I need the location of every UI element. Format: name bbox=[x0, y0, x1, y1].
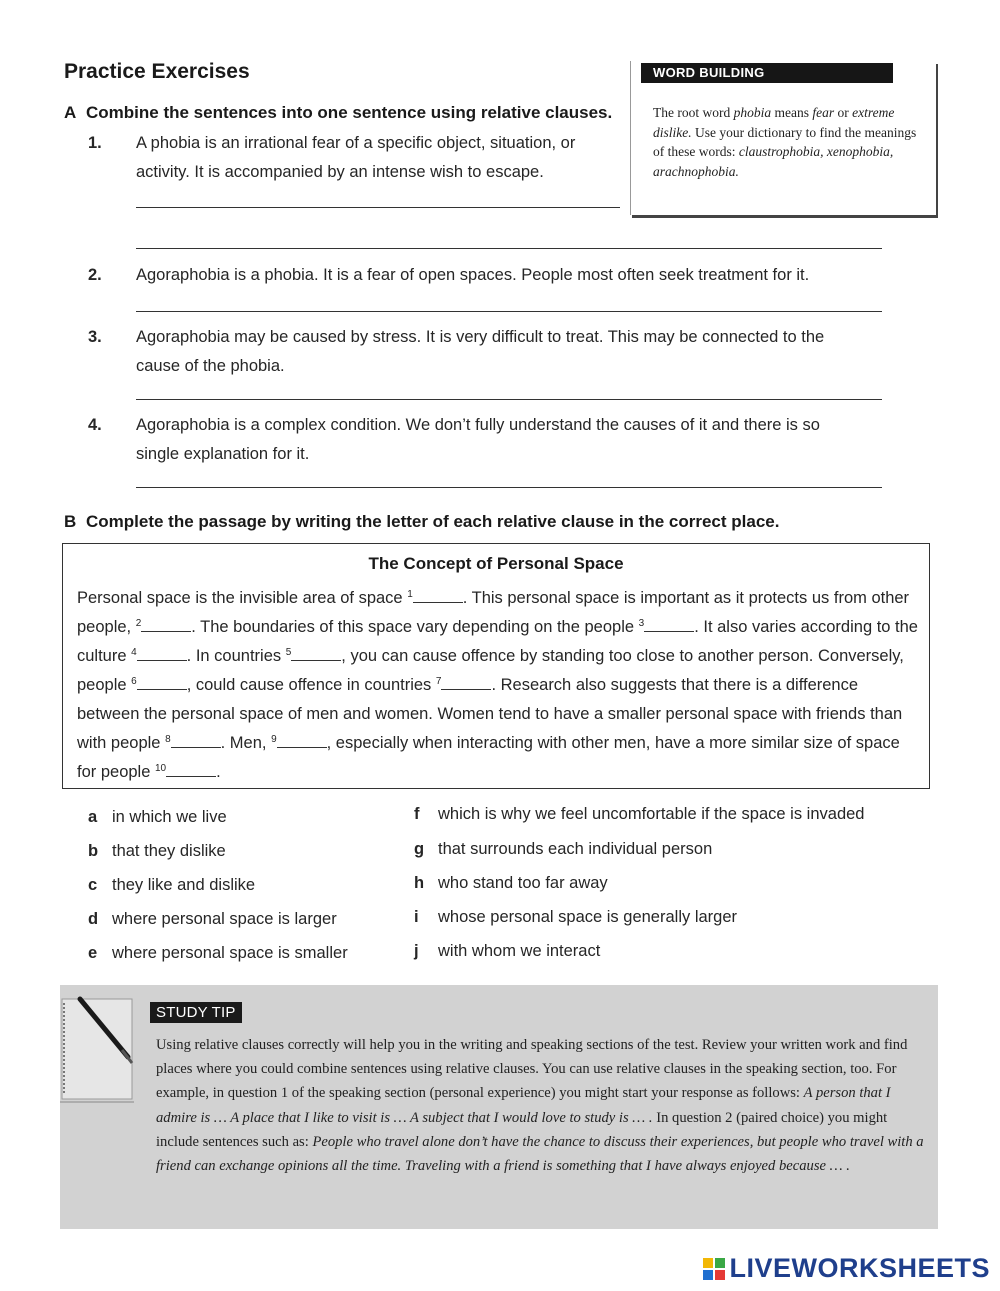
passage-segment: . bbox=[216, 763, 221, 781]
wb-text-part: or bbox=[834, 105, 849, 120]
wb-text-part: The root word bbox=[653, 105, 734, 120]
passage-title: The Concept of Personal Space bbox=[368, 554, 624, 573]
word-building-heading: WORD BUILDING bbox=[641, 63, 893, 83]
answer-line-2[interactable] bbox=[136, 311, 882, 312]
option-text: with whom we interact bbox=[438, 942, 601, 960]
brand-name: LIVEWORKSHEETS bbox=[729, 1253, 990, 1283]
gap-blank-6[interactable] bbox=[137, 675, 187, 690]
gap-number: 8 bbox=[165, 734, 171, 745]
question-2 bbox=[88, 261, 888, 290]
question-text-line: Agoraphobia is a complex condition. We don’t fully understand the causes of it and there is so bbox=[136, 416, 820, 434]
question-number: 2. bbox=[88, 266, 102, 284]
wb-text-part: means bbox=[771, 105, 813, 120]
question-text-line: Agoraphobia is a phobia. It is a fear of open spaces. People most often seek treatment for it. bbox=[136, 266, 810, 284]
option-text: they like and dislike bbox=[112, 876, 256, 894]
passage-segment: . Men, bbox=[220, 734, 272, 752]
gap-blank-9[interactable] bbox=[277, 733, 327, 748]
option-letter: f bbox=[414, 805, 420, 823]
question-1 bbox=[88, 129, 628, 187]
passage-text bbox=[77, 584, 922, 787]
gap-number: 6 bbox=[131, 676, 137, 687]
gap-number: 5 bbox=[285, 647, 292, 658]
gap-blank-4[interactable] bbox=[137, 646, 187, 661]
passage-segment: , especially when interacting with other men, have a more similar size of space for people bbox=[77, 734, 900, 781]
option-f bbox=[414, 805, 864, 824]
notepad-pen-icon bbox=[60, 995, 140, 1105]
gap-number: 10 bbox=[154, 763, 167, 774]
passage-segment: Personal space is the invisible area of space bbox=[77, 589, 408, 607]
question-number: 3. bbox=[88, 328, 102, 346]
section-b-letter: B bbox=[64, 512, 77, 531]
gap-number: 7 bbox=[435, 676, 442, 687]
brand-logo bbox=[703, 1253, 990, 1284]
word-building-text bbox=[653, 103, 929, 181]
option-c bbox=[88, 876, 255, 895]
gap-number: 1 bbox=[407, 589, 413, 600]
section-b-instruction bbox=[64, 512, 779, 532]
wb-term: phobia bbox=[733, 105, 772, 120]
option-h bbox=[414, 874, 608, 893]
question-text-line: cause of the phobia. bbox=[136, 357, 285, 375]
option-i bbox=[414, 908, 737, 927]
answer-line-1b[interactable] bbox=[136, 248, 882, 249]
question-text-line: single explanation for it. bbox=[136, 445, 310, 463]
option-j bbox=[414, 942, 600, 961]
wb-text-part: Use your dictionary to find the meanings of these words: bbox=[653, 124, 917, 159]
option-a bbox=[88, 808, 227, 827]
section-a-instruction-text: Combine the sentences into one sentence using relative clauses. bbox=[86, 103, 613, 122]
question-number: 1. bbox=[88, 134, 102, 152]
passage-segment: . Research also suggests that there is a difference between the personal space of men and women. Women tend to have a smaller personal space with friends than with people bbox=[77, 676, 903, 752]
answer-line-1a[interactable] bbox=[136, 207, 620, 208]
gap-number: 3 bbox=[638, 618, 645, 629]
gap-blank-1[interactable] bbox=[413, 588, 463, 603]
section-a-instruction bbox=[64, 103, 612, 123]
gap-blank-3[interactable] bbox=[644, 617, 694, 632]
question-text-line: A phobia is an irrational fear of a specific object, situation, or bbox=[136, 134, 576, 152]
option-text: who stand too far away bbox=[438, 874, 608, 892]
option-letter: i bbox=[414, 908, 419, 926]
passage-segment: , could cause offence in countries bbox=[186, 676, 436, 694]
passage-box bbox=[62, 543, 930, 789]
tip-example: A person that I admire is … A place that I like to visit is … A subject that I would love to study is … . bbox=[156, 1085, 891, 1126]
gap-blank-5[interactable] bbox=[291, 646, 341, 661]
wb-term: claustrophobia, xenophobia, arachnophobia. bbox=[653, 144, 894, 179]
option-b bbox=[88, 842, 226, 861]
gap-blank-7[interactable] bbox=[441, 675, 491, 690]
study-tip-heading: STUDY TIP bbox=[150, 1002, 242, 1023]
tip-text-part: In question 2 (paired choice) you might include sentences such as: bbox=[156, 1109, 888, 1150]
option-letter: g bbox=[414, 840, 425, 858]
gap-blank-8[interactable] bbox=[171, 733, 221, 748]
passage-segment: . This personal space is important as it protects us from other people, bbox=[77, 589, 910, 636]
gap-number: 4 bbox=[131, 647, 137, 658]
passage-segment: , you can cause offence by standing too close to another person. Conversely, people bbox=[77, 647, 904, 694]
passage-segment: . The boundaries of this space vary depending on the people bbox=[191, 618, 639, 636]
option-text: whose personal space is generally larger bbox=[438, 908, 737, 926]
gap-number: 9 bbox=[271, 734, 277, 745]
tip-example: People who travel alone don’t have the chance to discuss their experiences, but people who travel with a friend can exchange opinions all the time. Traveling with a friend is something that I have always enjoyed because … . bbox=[156, 1133, 924, 1175]
option-letter: c bbox=[88, 876, 98, 894]
study-tip-box bbox=[60, 985, 938, 1229]
question-text-line: activity. It is accompanied by an intense wish to escape. bbox=[136, 163, 544, 181]
tip-text-part: Using relative clauses correctly will help you in the writing and speaking sections of the test. Review your written work and find places where you could combine sentences using relative clauses. You can use relative clauses in the speaking section, too. For example, in question 1 of the speaking section (personal experience) you might start your response as follows: bbox=[156, 1037, 908, 1102]
word-building-box bbox=[630, 61, 936, 215]
option-text: where personal space is larger bbox=[112, 910, 337, 928]
passage-segment: . In countries bbox=[186, 647, 286, 665]
answer-line-4[interactable] bbox=[136, 487, 882, 488]
question-3 bbox=[88, 323, 888, 381]
section-b-instruction-text: Complete the passage by writing the letter of each relative clause in the correct place. bbox=[86, 512, 780, 531]
option-text: which is why we feel uncomfortable if the space is invaded bbox=[438, 805, 865, 823]
gap-blank-10[interactable] bbox=[166, 762, 216, 777]
option-text: that they dislike bbox=[112, 842, 226, 860]
option-letter: h bbox=[414, 874, 425, 892]
wb-term: fear bbox=[812, 105, 835, 120]
gap-number: 2 bbox=[135, 618, 142, 629]
answer-line-3[interactable] bbox=[136, 399, 882, 400]
option-text: in which we live bbox=[112, 808, 227, 826]
section-a-letter: A bbox=[64, 103, 77, 122]
question-number: 4. bbox=[88, 416, 102, 434]
question-4 bbox=[88, 411, 888, 469]
study-tip-text bbox=[156, 1033, 926, 1178]
brand-grid-icon bbox=[703, 1258, 725, 1280]
option-text: where personal space is smaller bbox=[112, 944, 348, 962]
option-letter: b bbox=[88, 842, 99, 860]
option-e bbox=[88, 944, 348, 963]
question-text-line: Agoraphobia may be caused by stress. It is very difficult to treat. This may be connected to the bbox=[136, 328, 825, 346]
option-d bbox=[88, 910, 337, 929]
option-letter: j bbox=[414, 942, 419, 960]
option-text: that surrounds each individual person bbox=[438, 840, 713, 858]
wb-term: extreme dislike. bbox=[653, 105, 895, 140]
gap-blank-2[interactable] bbox=[141, 617, 191, 632]
option-letter: e bbox=[88, 944, 98, 962]
option-letter: d bbox=[88, 910, 99, 928]
page-title: Practice Exercises bbox=[64, 60, 250, 83]
option-g bbox=[414, 840, 712, 859]
option-letter: a bbox=[88, 808, 98, 826]
passage-segment: . It also varies according to the culture bbox=[77, 618, 918, 665]
